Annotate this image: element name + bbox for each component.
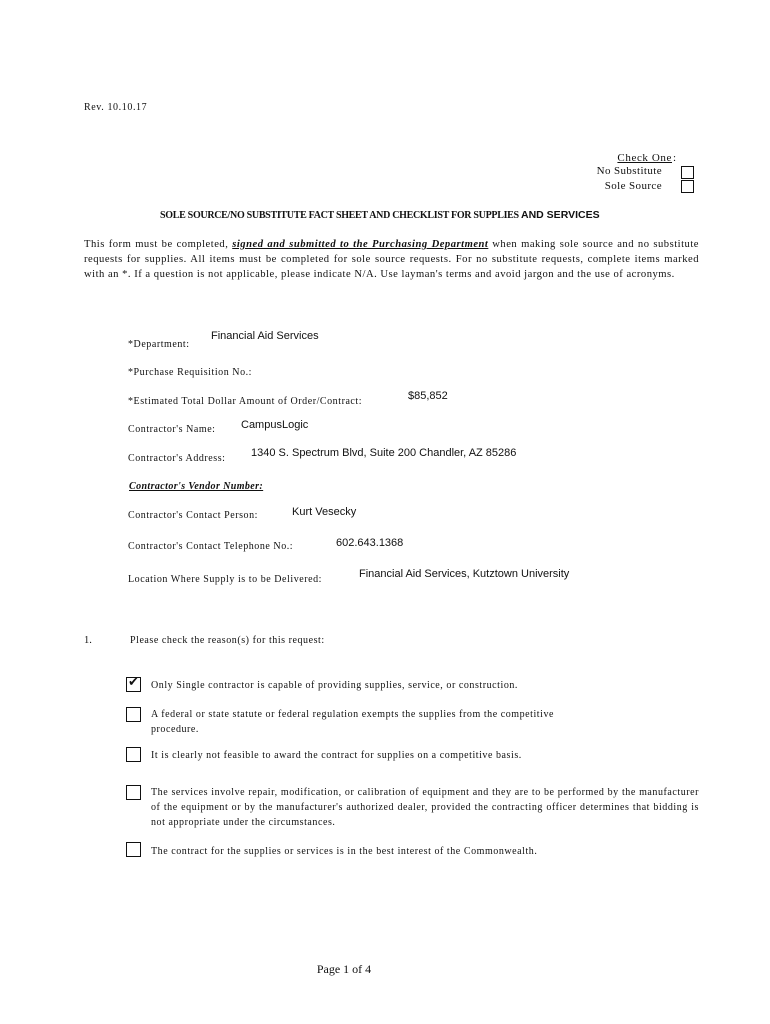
department-value[interactable]: Financial Aid Services (211, 330, 319, 342)
sole-source-label: Sole Source (604, 180, 662, 192)
reason-text-5: The contract for the supplies or services is in the best interest of the Commonwealth. (151, 846, 538, 857)
requisition-label: *Purchase Requisition No.: (128, 367, 253, 378)
check-one-colon: : (672, 152, 676, 164)
reason-checkbox-3[interactable] (126, 747, 141, 762)
intro-before: This form must be completed, (84, 239, 233, 250)
contractor-name-value[interactable]: CampusLogic (241, 419, 309, 431)
intro-paragraph (84, 237, 699, 283)
page-title (160, 209, 600, 221)
reason-text-3: It is clearly not feasible to award the contract for supplies on a competitive basis. (151, 750, 522, 761)
reason-checkbox-1[interactable] (126, 677, 141, 692)
delivery-location-value[interactable]: Financial Aid Services, Kutztown University (359, 568, 570, 580)
amount-label: *Estimated Total Dollar Amount of Order/Contract: (128, 396, 363, 407)
department-label: *Department: (128, 339, 190, 350)
reason-checkbox-4[interactable] (126, 785, 141, 800)
intro-emphasis: signed and submitted to the Purchasing Department (232, 239, 489, 250)
question-number: 1. (84, 635, 92, 646)
delivery-location-label: Location Where Supply is to be Delivered: (128, 574, 322, 585)
contractor-address-value[interactable]: 1340 S. Spectrum Blvd, Suite 200 Chandler, AZ 85286 (251, 447, 517, 459)
reason-checkbox-5[interactable] (126, 842, 141, 857)
reason-text-2: A federal or state statute or federal regulation exempts the supplies from the competitive procedure. (151, 709, 554, 735)
question-text: Please check the reason(s) for this request: (130, 635, 325, 646)
reason-text-1: Only Single contractor is capable of providing supplies, service, or construction. (151, 680, 518, 691)
check-one-title: Check One (617, 152, 672, 164)
contractor-address-label: Contractor's Address: (128, 453, 226, 464)
page-title-main: SOLE SOURCE/NO SUBSTITUTE FACT SHEET AND CHECKLIST FOR SUPPLIES (160, 210, 519, 221)
no-substitute-label: No Substitute (596, 165, 662, 177)
contractor-name-label: Contractor's Name: (128, 424, 216, 435)
contact-phone-label: Contractor's Contact Telephone No.: (128, 541, 294, 552)
page-title-tail: AND SERVICES (521, 209, 600, 221)
amount-value[interactable]: $85,852 (408, 390, 448, 402)
revision-label: Rev. 10.10.17 (84, 102, 148, 113)
vendor-number-label: Contractor's Vendor Number: (129, 481, 264, 492)
contact-person-value[interactable]: Kurt Vesecky (292, 506, 357, 518)
page-footer: Page 1 of 4 (316, 962, 372, 976)
intro-after: when making sole source and no substitute requests for supplies. All items must be completed for sole source requests. For no substitute requests, complete items marked with an *. If a question is not applicable, please indicate N/A. Use layman's terms and avoid jargon and the use of acronyms. (84, 239, 699, 281)
contact-person-label: Contractor's Contact Person: (128, 510, 258, 521)
sole-source-checkbox[interactable] (681, 180, 694, 193)
reason-text-4: The services involve repair, modification, or calibration of equipment and they are to be performed by the manufacturer of the equipment or by the manufacturer's authorized dealer, provided the contracting officer determines that bidding is not appropriate under the circumstances. (151, 787, 699, 828)
checkmark-icon: ✔ (128, 675, 139, 690)
no-substitute-checkbox[interactable] (681, 166, 694, 179)
contact-phone-value[interactable]: 602.643.1368 (336, 537, 404, 549)
reason-checkbox-2[interactable] (126, 707, 141, 722)
